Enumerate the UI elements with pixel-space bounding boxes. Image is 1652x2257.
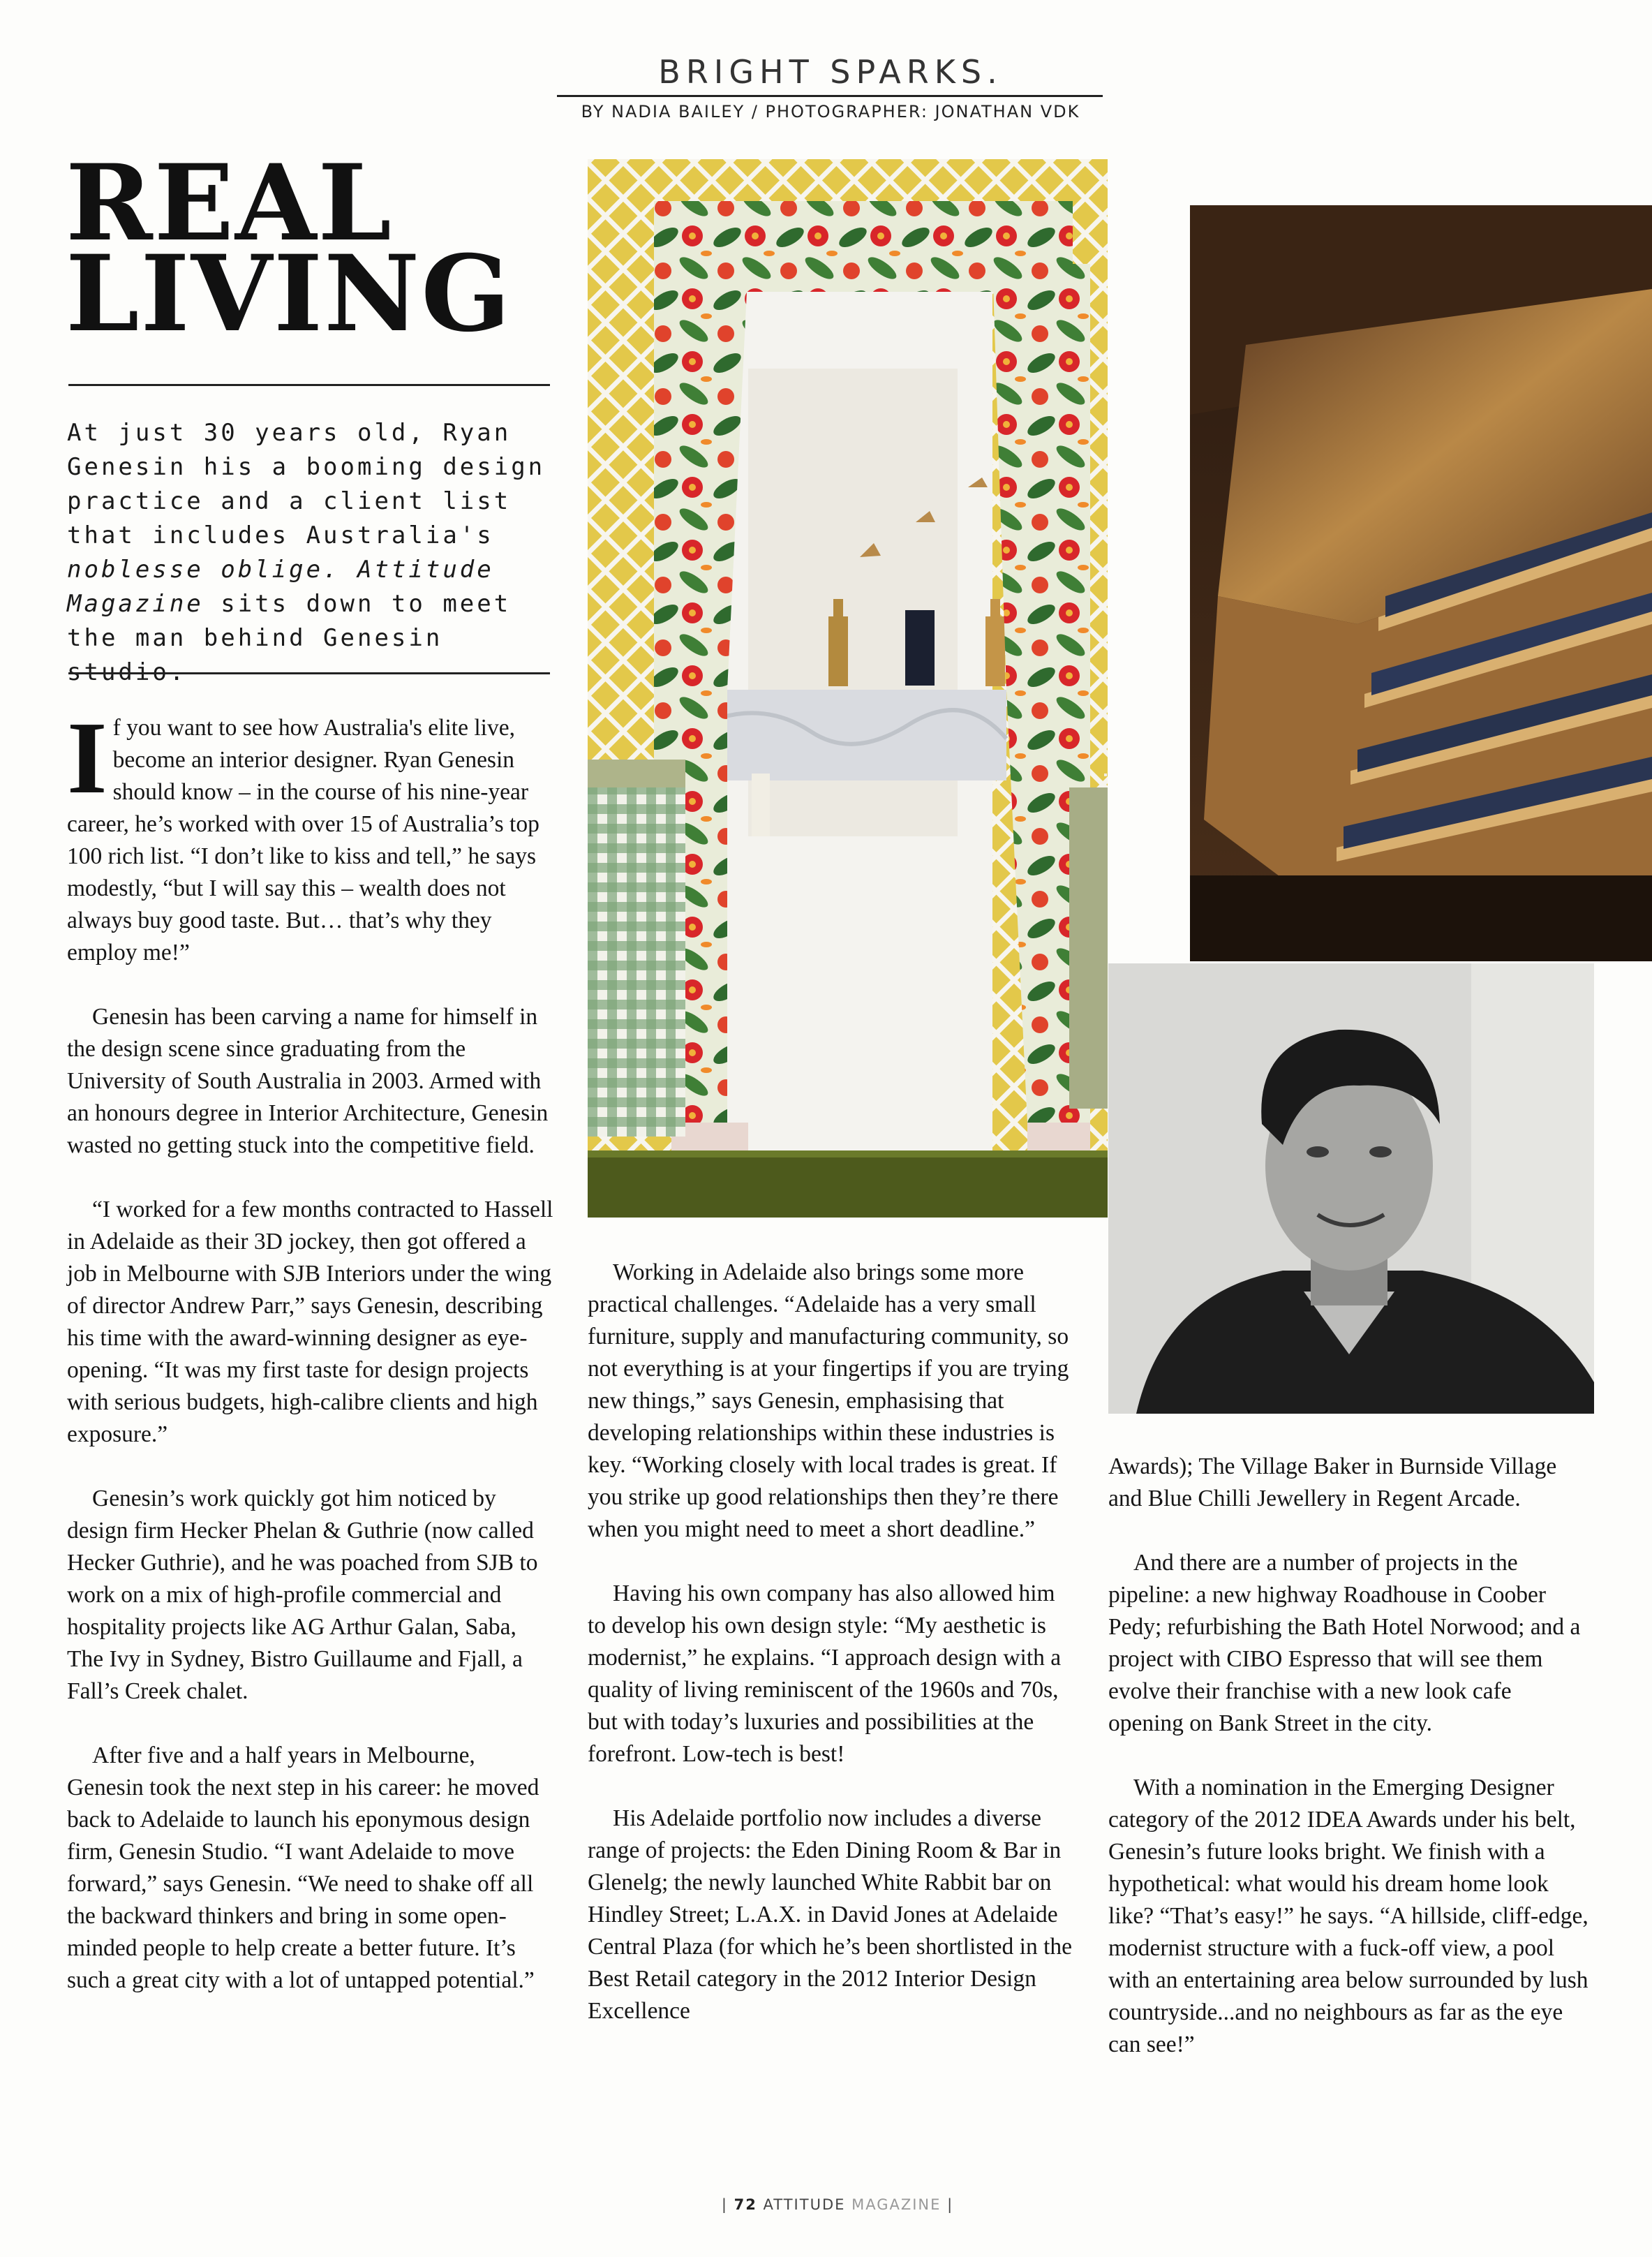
standfirst-top-rule bbox=[68, 384, 550, 386]
standfirst-text-1: At just 30 years old, Ryan Genesin his a booming design practice and a client list that includes Australia's bbox=[67, 419, 546, 549]
photo-bar-interior bbox=[588, 159, 1108, 1218]
headline-line-2: LIVING bbox=[66, 232, 512, 355]
paragraph-4: Genesin’s work quickly got him noticed by design firm Hecker Phelan & Guthrie (now called Hecker Guthrie), and he was poached from SJB to work on a mix of high-profile commercial and hospitality projects like AG Arthur Galan, Saba, The Ivy in Sydney, Bistro Guillaume and Fjall, a Fall’s Creek chalet. bbox=[67, 1486, 538, 1704]
footer-separator-right: | bbox=[947, 2196, 954, 2213]
headline-line-1: REAL bbox=[66, 142, 393, 265]
photo-retail-store bbox=[1190, 205, 1652, 961]
footer-brand: ATTITUDE bbox=[763, 2196, 846, 2213]
footer-magazine: MAGAZINE bbox=[851, 2196, 942, 2213]
paragraph-1 bbox=[67, 701, 556, 969]
byline: BY NADIA BAILEY / PHOTOGRAPHER: JONATHAN VDK bbox=[581, 102, 1080, 121]
paragraph-5: After five and a half years in Melbourne, Genesin took the next step in his career: he moved back to Adelaide to launch his eponymous design firm, Genesin Studio. “I want Adelaide to move forward,” says Genesin. “We need to shake off all the backward thinkers and bring in some open-minded people to help create a better future. It’s such a great city with a lot of untapped potential.” bbox=[67, 1742, 539, 1993]
page-number: 72 bbox=[734, 2196, 757, 2213]
paragraph-11: With a nomination in the Emerging Designer category of the 2012 IDEA Awards under his belt, Genesin’s future looks bright. We finish with a hypothetical: what would his dream home look like? “That’s easy!” he says. “A hillside, cliff-edge, modernist structure with a fuck-off view, a pool with an entertaining area below surrounded by lush countryside...and no neighbours as far as the eye can see!” bbox=[1108, 1775, 1588, 2057]
article-column-1 bbox=[67, 701, 556, 2029]
photo-portrait-ryan-genesin bbox=[1108, 963, 1594, 1414]
paragraph-8: His Adelaide portfolio now includes a diverse range of projects: the Eden Dining Room & Bar in Glenelg; the newly launched White Rabbit bar on Hindley Street; L.A.X. in David Jones at Adelaide Central Plaza (for which he’s been shortlisted in the Best Retail category in the 2012 Interior Design Excellence bbox=[588, 1805, 1072, 2024]
standfirst-italic: noblesse oblige. Attitude Magazine bbox=[67, 556, 494, 618]
paragraph-1-text: f you want to see how Australia's elite live, become an interior designer. Ryan Genesin should know – in the course of his nine-year career, he’s worked with over 15 of Australia’s top 100 rich list. “I don’t like to kiss and tell,” he says modestly, “but I will say this – wealth does not always buy good taste. But… that’s why they employ me!” bbox=[67, 715, 539, 965]
paragraph-10: And there are a number of projects in the pipeline: a new highway Roadhouse in Coober Pedy; refurbishing the Bath Hotel Norwood; and a project with CIBO Espresso that will see them evolve their franchise with a new look cafe opening on Bank Street in the city. bbox=[1108, 1550, 1581, 1736]
section-title: BRIGHT SPARKS. bbox=[658, 53, 1003, 91]
section-rule bbox=[557, 95, 1103, 97]
headline bbox=[66, 142, 568, 355]
standfirst bbox=[67, 416, 556, 690]
paragraph-2: Genesin has been carving a name for himself in the design scene since graduating from the University of South Australia in 2003. Armed with an honours degree in Interior Architecture, Genesin wasted no getting stuck into the competitive field. bbox=[67, 1004, 549, 1158]
page-footer bbox=[628, 2196, 1047, 2213]
article-column-3 bbox=[1108, 1451, 1590, 2093]
paragraph-7: Having his own company has also allowed him to develop his own design style: “My aesthetic is modernist,” he explains. “I approach design with a quality of living reminiscent of the 1960s and 70s, but with today’s luxuries and possibilities at the forefront. Low-tech is best! bbox=[588, 1581, 1062, 1767]
footer-separator-left: | bbox=[721, 2196, 728, 2213]
paragraph-6: Working in Adelaide also brings some more practical challenges. “Adelaide has a very small furniture, supply and manufacturing community, so not everything is at your fingertips if you are trying new things,” says Genesin, emphasising that developing relationships within these industries is key. “Working closely with local trades is great. If you strike up good relationships then they’re there when you might need to meet a short deadline.” bbox=[588, 1259, 1069, 1542]
article-column-2 bbox=[588, 1257, 1076, 2059]
paragraph-9: Awards); The Village Baker in Burnside Village and Blue Chilli Jewellery in Regent Arcade. bbox=[1108, 1453, 1557, 1511]
drop-cap: I bbox=[67, 701, 107, 815]
standfirst-text-2: sits down to meet the man behind Genesin studio. bbox=[67, 590, 512, 686]
paragraph-3: “I worked for a few months contracted to Hassell in Adelaide as their 3D jockey, then got offered a job in Melbourne with SJB Interiors under the wing of director Andrew Parr,” says Genesin, describing his time with the award-winning designer as eye-opening. “It was my first taste for design projects with serious budgets, high-calibre clients and high exposure.” bbox=[67, 1197, 553, 1447]
standfirst-bottom-rule bbox=[68, 672, 550, 674]
